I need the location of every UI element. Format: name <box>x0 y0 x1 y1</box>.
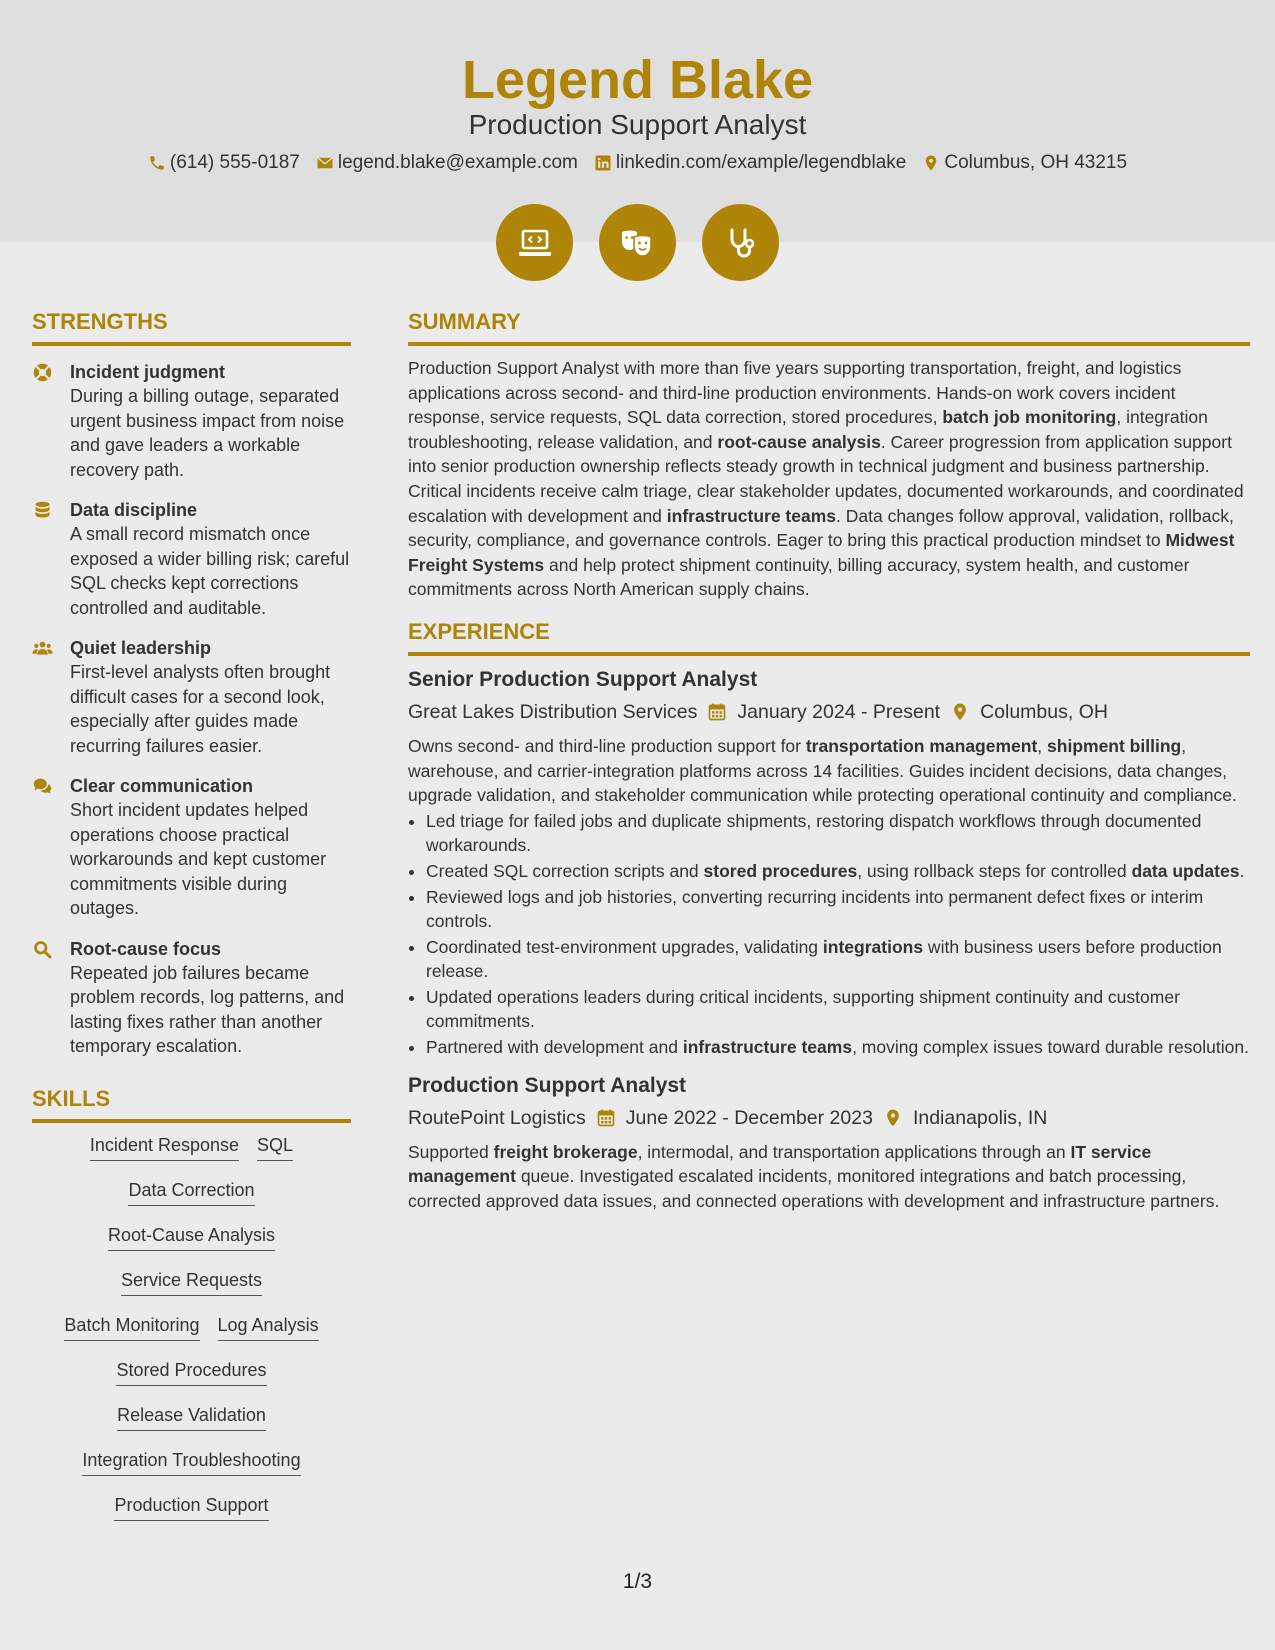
right-column <box>408 308 1250 1213</box>
job-meta <box>408 1104 1250 1132</box>
text-segment: . Career progression from application support into senior production ownership reflects steady growth in technical judgment and business partnership. Critical incidents receive calm triage, clear stakeholder updates, documented workarounds, and coordinated escalation with development and <box>408 431 1244 526</box>
search-icon <box>32 937 70 1059</box>
emphasis-text: IT service management <box>408 1141 1152 1187</box>
text-segment: with business users before production release. <box>426 936 1222 982</box>
job-description <box>408 734 1250 808</box>
database-icon <box>32 498 70 620</box>
list-item <box>426 1035 1250 1060</box>
stethoscope-icon <box>702 204 779 281</box>
strength-item <box>32 360 351 482</box>
job-description <box>408 1140 1250 1214</box>
strength-item <box>32 774 351 921</box>
emphasis-text: Midwest Freight Systems <box>408 530 1235 575</box>
summary-heading: SUMMARY <box>408 308 1250 346</box>
contact-email[interactable] <box>316 152 578 174</box>
phone-icon <box>148 154 166 172</box>
job-company: RoutePoint Logistics <box>408 1106 586 1129</box>
skill-row <box>32 1313 351 1358</box>
emphasis-text: infrastructure teams <box>682 1037 853 1058</box>
job-title: Production Support Analyst <box>408 1073 687 1097</box>
text-segment: Updated operations leaders during critical incidents, supporting shipment continuity and customer commitments. <box>426 986 1180 1032</box>
contact-bar <box>0 152 1275 174</box>
emphasis-text: stored procedures <box>703 860 858 881</box>
contact-location <box>922 152 1127 174</box>
text-segment: , using rollback steps for controlled <box>857 860 1132 881</box>
text-segment: , integration troubleshooting, release validation, and <box>408 407 1208 452</box>
skill-row <box>32 1403 351 1448</box>
strength-body <box>70 498 351 620</box>
contact-linkedin[interactable] <box>594 152 906 174</box>
job-title: Senior Production Support Analyst <box>408 667 758 691</box>
map-pin-icon <box>883 1108 903 1128</box>
contact-phone <box>148 152 300 174</box>
job-dates: January 2024 - Present <box>737 700 941 723</box>
strength-item <box>32 636 351 758</box>
strength-text: During a billing outage, separated urgent business impact from noise and gave leaders a workable recovery path. <box>70 386 345 480</box>
emphasis-text: shipment billing <box>1047 735 1182 756</box>
map-pin-icon <box>922 154 940 172</box>
skill-tag: Integration Troubleshooting <box>82 1448 300 1476</box>
emphasis-text: freight brokerage <box>493 1141 638 1162</box>
skill-row <box>32 1268 351 1313</box>
text-segment: Production Support Analyst with more than five years supporting transportation, freight, and logistics applications across second- and third-line production environments. Hands-on work covers incident response, service requests, SQL data correction, stored procedures, <box>408 358 1182 428</box>
skill-tag: Data Correction <box>128 1178 254 1206</box>
summary-text <box>408 356 1250 602</box>
skill-row <box>32 1448 351 1493</box>
skill-row <box>32 1358 351 1403</box>
list-item <box>426 859 1250 884</box>
skill-tag: Stored Procedures <box>116 1358 266 1386</box>
job-company: Great Lakes Distribution Services <box>408 700 698 723</box>
emphasis-text: infrastructure teams <box>666 505 837 526</box>
experience-heading: EXPERIENCE <box>408 618 1250 656</box>
skill-tag: Log Analysis <box>218 1313 319 1341</box>
text-segment: . Data changes follow approval, validation, rollback, security, compliance, and governance controls. Eager to bring this practical production mindset to <box>408 505 1234 551</box>
job-entry <box>408 1072 1250 1214</box>
skill-tag: Batch Monitoring <box>64 1313 199 1341</box>
candidate-title: Production Support Analyst <box>468 109 807 140</box>
skills-heading: SKILLS <box>32 1085 351 1123</box>
contact-email-text: legend.blake@example.com <box>337 152 578 173</box>
text-segment: queue. Investigated escalated incidents, monitored integrations and batch processing, corrected approved data issues, and connected operations with development and infrastructure partners. <box>408 1166 1220 1211</box>
strength-body <box>70 937 351 1059</box>
contact-location-text: Columbus, OH 43215 <box>944 152 1128 173</box>
strength-item <box>32 498 351 620</box>
skill-tag: Service Requests <box>121 1268 262 1296</box>
skill-row <box>32 1133 351 1178</box>
strength-title: Clear communication <box>70 776 254 796</box>
candidate-name: Legend Blake <box>461 50 814 110</box>
strength-body <box>70 774 351 921</box>
strengths-list <box>32 360 351 1059</box>
job-location: Columbus, OH <box>980 700 1108 723</box>
laptop-code-icon <box>496 204 573 281</box>
strength-body <box>70 360 351 482</box>
text-segment: Led triage for failed jobs and duplicate shipments, restoring dispatch workflows through documented workarounds. <box>426 810 1202 856</box>
strength-text: A small record mismatch once exposed a wider billing risk; careful SQL checks kept corrections controlled and auditable. <box>70 524 350 618</box>
skills-list <box>32 1133 351 1538</box>
contact-phone-text: (614) 555-0187 <box>169 152 300 173</box>
text-segment: Owns second- and third-line production support for <box>408 735 806 756</box>
map-pin-icon <box>950 702 970 722</box>
job-dates: June 2022 - December 2023 <box>625 1106 873 1129</box>
theater-masks-icon <box>599 204 676 281</box>
skill-row <box>32 1493 351 1538</box>
life-ring-icon <box>32 360 70 482</box>
list-item <box>426 809 1250 858</box>
strength-title: Root-cause focus <box>70 938 222 959</box>
job-entry <box>408 666 1250 1060</box>
list-item <box>426 935 1250 984</box>
text-segment: Created SQL correction scripts and <box>426 860 704 881</box>
job-meta <box>408 698 1250 726</box>
strengths-heading: STRENGTHS <box>32 308 351 346</box>
skill-tag: Incident Response <box>90 1133 239 1161</box>
skill-tag: Release Validation <box>117 1403 266 1431</box>
strength-text: Short incident updates helped operations choose practical workarounds and kept customer commitments visible during outages. <box>70 800 327 918</box>
text-segment: and help protect shipment continuity, billing accuracy, system health, and customer commitments across North American supply chains. <box>408 554 1190 600</box>
skill-tag: Production Support <box>114 1493 268 1521</box>
text-segment: Partnered with development and <box>426 1037 683 1058</box>
list-item <box>426 885 1250 934</box>
users-icon <box>32 636 70 758</box>
text-segment: . <box>1239 860 1245 881</box>
skill-tag: SQL <box>257 1133 293 1161</box>
linkedin-icon <box>594 154 612 172</box>
envelope-icon <box>316 154 334 172</box>
calendar-icon <box>707 702 727 722</box>
skill-row <box>32 1223 351 1268</box>
left-column <box>32 308 351 1538</box>
skill-row <box>32 1178 351 1223</box>
calendar-icon <box>596 1108 616 1128</box>
job-bullets <box>408 809 1250 1060</box>
strength-title: Data discipline <box>70 500 198 520</box>
emphasis-text: batch job monitoring <box>942 407 1117 428</box>
comments-icon <box>32 774 70 921</box>
strength-body <box>70 636 351 758</box>
job-location: Indianapolis, IN <box>912 1106 1048 1129</box>
page-number: 1/3 <box>622 1570 653 1593</box>
list-item <box>426 985 1250 1034</box>
text-segment: , intermodal, and transportation applications through an <box>637 1141 1071 1162</box>
strength-text: First-level analysts often brought difficult cases for a second look, especially after guides made recurring failures easier. <box>70 662 331 756</box>
text-segment: Supported <box>408 1141 494 1162</box>
interest-icons <box>0 204 1275 281</box>
emphasis-text: transportation management <box>805 735 1038 756</box>
skill-tag: Root-Cause Analysis <box>108 1223 275 1251</box>
strength-text: Repeated job failures became problem records, log patterns, and lasting fixes rather than another temporary escalation. <box>70 962 345 1056</box>
emphasis-text: root-cause analysis <box>717 431 881 452</box>
experience-list <box>408 666 1250 1214</box>
text-segment: , <box>1037 735 1048 756</box>
strength-item <box>32 937 351 1059</box>
text-segment: Reviewed logs and job histories, converting recurring incidents into permanent defect fixes or interim controls. <box>426 886 1204 932</box>
contact-linkedin-text: linkedin.com/example/legendblake <box>615 152 907 173</box>
text-segment: , warehouse, and carrier-integration platforms across 14 facilities. Guides incident decisions, data changes, upgrade validation, and stakeholder communication while protecting operational continuity and compliance. <box>408 735 1237 806</box>
text-segment: Coordinated test-environment upgrades, validating <box>426 936 823 957</box>
text-segment: , moving complex issues toward durable resolution. <box>852 1037 1249 1058</box>
strength-title: Incident judgment <box>70 362 225 382</box>
emphasis-text: integrations <box>822 936 924 957</box>
strength-title: Quiet leadership <box>70 638 212 658</box>
emphasis-text: data updates <box>1131 860 1240 881</box>
